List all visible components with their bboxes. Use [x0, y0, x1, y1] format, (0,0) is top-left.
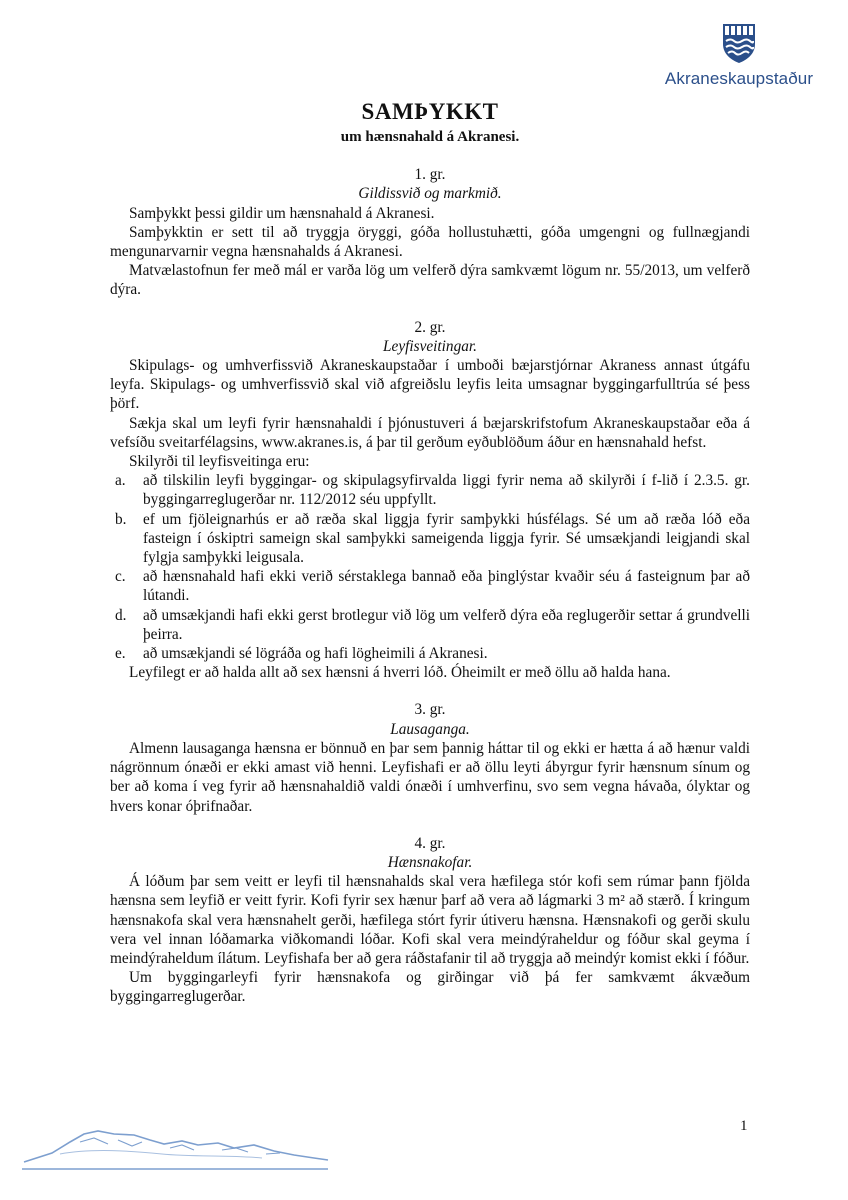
list-marker: a.	[115, 472, 126, 490]
list-item	[110, 510, 750, 568]
municipal-logo	[664, 22, 814, 89]
list-item	[110, 471, 750, 509]
article-heading: Hænsnakofar.	[387, 853, 473, 871]
document-title: SAMÞYKKT	[361, 99, 499, 124]
article-number: 1. gr.	[414, 166, 446, 184]
paragraph: Á lóðum þar sem veitt er leyfi til hænsnahalds skal vera hæfilega stór kofi sem rúmar þann fjölda hænsna sem leyfið er veitt fyrir. Kofi fyrir sex hænur þarf að vera að lágmarki 3 m² að stærð. Í kringum hænsnakofa skal vera hænsnahelt gerði, hæfilega stórt fyrir útiveru hænsna. Hænsnakofi og gerði skulu vera vel innan lóðamarka viðkomandi lóðar. Kofi skal vera meindýraheldur og fóður skal geyma í meindýraheldum ílátum. Leyfishafa ber að gera ráðstafanir til að tryggja að meindýr komist ekki í fóður.	[110, 873, 750, 967]
paragraph: Skipulags- og umhverfissvið Akraneskaupstaðar í umboði bæjarstjórnar Akraness annast útgáfu leyfa. Skipulags- og umhverfissvið skal við afgreiðslu leyfis leita umsagnar byggingarfulltrúa sé þess þörf.	[110, 357, 750, 413]
list-item-text: ef um fjöleignarhús er að ræða skal liggja fyrir samþykki húsfélags. Sé um að ræða lóð eða fasteign í óskiptri sameign skal samþykki sameigenda liggja fyrir. Sé umsækjandi leigjandi skal fylgja samþykki leigusala.	[143, 510, 750, 567]
list-item-text: að hænsnahald hafi ekki verið sérstaklega bannað eða þinglýstar kvaðir séu á fasteignum þar að lútandi.	[143, 568, 750, 605]
list-item-text: að tilskilin leyfi byggingar- og skipulagsyfirvalda liggi fyrir nema að skilyrði í f-lið í 2.3.5. gr. byggingarreglugerðar nr. 112/2012 séu uppfyllt.	[143, 472, 750, 509]
document-body	[110, 98, 750, 1007]
paragraph: Sækja skal um leyfi fyrir hænsnahaldi í þjónustuveri á bæjarskrifstofum Akraneskaupstaðar eða á vefsíðu sveitarfélagsins, www.akranes.is, á þar til gerðum eyðublöðum áður en hænsnahald hefst.	[110, 414, 750, 451]
paragraph: Samþykkt þessi gildir um hænsnahald á Akranesi.	[129, 204, 435, 222]
page-number: 1	[740, 1118, 748, 1134]
article-heading: Leyfisveitingar.	[383, 337, 477, 355]
article-1	[110, 165, 750, 299]
coat-of-arms-icon	[721, 22, 757, 64]
mountain-icon	[22, 1118, 332, 1172]
list-item	[110, 606, 750, 644]
paragraph: Almenn lausaganga hænsna er bönnuð en þar sem þannig háttar til og ekki er hætta á að hænur valdi nágrönnum ónæði er ekki amast við henni. Leyfishafi er að öllu leyti ábyrgur fyrir hænsnum sínum og ber að koma í veg fyrir að hænsnahaldið valdi ónæði í umhverfinu, svo sem vegna hávaða, ólyktar og hvers konar óþrifnaðar.	[110, 739, 750, 815]
article-heading: Lausaganga.	[390, 720, 470, 738]
list-item-text: að umsækjandi hafi ekki gerst brotlegur við lög um velferð dýra eða reglugerðir settar á grundvelli þeirra.	[143, 606, 750, 643]
article-2	[110, 318, 750, 683]
list-marker: b.	[115, 510, 127, 528]
logo-text: Akraneskaupstaður	[664, 69, 814, 88]
list-marker: c.	[115, 568, 126, 586]
paragraph: Samþykktin er sett til að tryggja öryggi, góða hollustuhætti, góða umgengni og fullnægjandi mengunarvarnir vegna hænsnahalds á Akranesi.	[110, 223, 750, 261]
article-number: 2. gr.	[414, 318, 446, 336]
list-item	[110, 567, 750, 605]
list-marker: d.	[115, 606, 127, 624]
paragraph: Skilyrði til leyfisveitinga eru:	[129, 453, 310, 471]
list-marker: e.	[115, 645, 126, 663]
article-number: 4. gr.	[414, 834, 446, 852]
article-4	[110, 834, 750, 1007]
paragraph: Um byggingarleyfi fyrir hænsnakofa og girðingar við þá fer samkvæmt ákvæðum byggingarreglugerðar.	[110, 969, 750, 1006]
paragraph: Matvælastofnun fer með mál er varða lög um velferð dýra samkvæmt lögum nr. 55/2013, um velferð dýra.	[110, 262, 750, 299]
article-heading: Gildissvið og markmið.	[358, 185, 502, 203]
list-item-text: að umsækjandi sé lögráða og hafi lögheimili á Akranesi.	[143, 645, 488, 663]
article-3	[110, 700, 750, 815]
document-subtitle: um hænsnahald á Akranesi.	[340, 129, 520, 145]
list-item	[110, 644, 750, 663]
mountain-footer-art	[22, 1118, 332, 1177]
paragraph: Leyfilegt er að halda allt að sex hænsni á hverri lóð. Óheimilt er með öllu að halda hana.	[129, 664, 671, 682]
article-number: 3. gr.	[414, 701, 446, 719]
conditions-list	[110, 471, 750, 663]
